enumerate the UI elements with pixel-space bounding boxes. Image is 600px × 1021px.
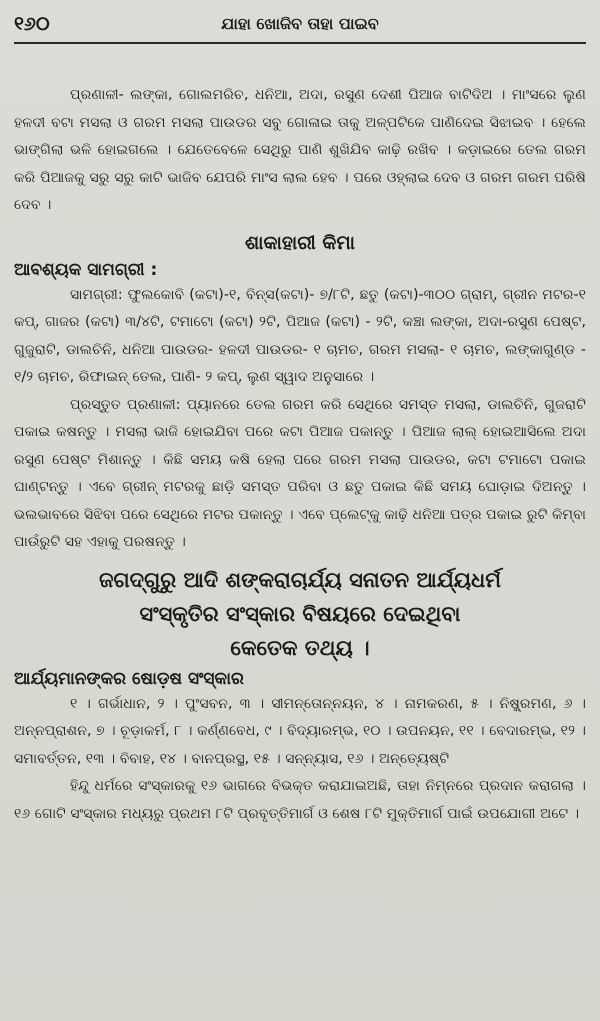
article-title-line-3: କେତେକ ତଥ୍ୟ । [230, 635, 370, 660]
closing-paragraph: ହିନ୍ଦୁ ଧର୍ମରେ ସଂସ୍କାରକୁ ୧୬ ଭାଗରେ ବିଭକ୍ତ କରାଯାଇଅଛି, ତାହା ନିମ୍ନରେ ପ୍ରଦାନ କରାଗଲା । ୧୬ ଗୋଟି ସଂସ୍କାର ମଧ୍ୟରୁ ପ୍ରଥମ ୮ଟି ପ୍ରବୃତ୍ତିମାର୍ଗ ଓ ଶେଷ ୮ଟି ମୁକ୍ତିମାର୍ଗ ପାଇଁ ଉପଯୋଗୀ ଅଟେ । [14, 778, 586, 822]
article-title-line-1: ଜଗଦ୍‌ଗୁରୁ ଆଦି ଶଙ୍କରାଚାର୍ଯ୍ୟ ସନାତନ ଆର୍ଯ୍ୟଧର୍ମ [99, 567, 501, 592]
samskara-subheading: ଆର୍ଯ୍ୟମାନଙ୍କର ଷୋଡ଼ଷ ସଂସ୍କାର [14, 668, 244, 689]
page-number: ୧୬୦ [14, 13, 50, 35]
ingredients-heading: ଆବଶ୍ୟକ ସାମଗ୍ରୀ : [14, 259, 158, 280]
recipe-title: ଶାକାହାରୀ କିମା [245, 231, 355, 254]
samskara-list: ୧ । ଗର୍ଭାଧାନ, ୨ । ପୁଂସବନ, ୩ । ସୀମନ୍ତୋନ୍ନୟନ, ୪ । ନାମକରଣ, ୫ । ନିଷ୍କ୍ରମଣ, ୬ । ଅନ୍ନପ୍ରାଶନ, ୭ । ଚୂଡ଼ାକର୍ମ, ୮ । କର୍ଣ୍ଣବେଧ, ୯ । ବିଦ୍ୟାରମ୍ଭ, ୧୦ । ଉପନୟନ, ୧୧ । ବେଦାରମ୍ଭ, ୧୨ । ସମାବର୍ତ୍ତନ, ୧୩ । ବିବାହ, ୧୪ । ବାନପ୍ରସ୍ଥ, ୧୫ । ସନ୍ନ୍ୟାସ, ୧୬ । ଅନ୍ତ୍ୟେଷ୍ଟି [14, 695, 586, 767]
page-header [14, 10, 586, 44]
article-title-block [14, 563, 586, 665]
ingredients-paragraph: ସାମଗ୍ରୀ: ଫୁଲକୋବି (କଟା)-୧, ବିନ୍ସ(କଟା)- ୭/୮ଟି, ଛତୁ (କଟା)-୩୦୦ ଗ୍ରାମ୍, ଗ୍ରୀନ ମଟର-୧ କପ୍, ଗାଜର (କଟା) ୩/୪ଟି, ଟମାଟୋ (କଟା) ୨ଟି, ପିଆଜ (କଟା) - ୨ଟି, କଞ୍ଚା ଲଙ୍କା, ଅଦା-ରସୁଣ ପେଷ୍ଟ, ଗୁଜୁରାଟି, ଡାଲଚିନି, ଧନିଆ ପାଉଡର- ହଳଦୀ ପାଉଡର- ୧ ଚାମଚ, ଗରମ ମସଲା- ୧ ଚାମଚ, ଲଙ୍କାଗୁଣ୍ଡ - ୧/୨ ଚାମଚ, ରିଫାଇନ୍ ତେଲ, ପାଣି- ୨ କପ୍, ଲୁଣ ସ୍ୱାଦ ଅନୁସାରେ । [14, 286, 586, 385]
intro-method-paragraph: ପ୍ରଣାଳୀ- ଲଙ୍କା, ଗୋଲମରିଚ, ଧନିଆ, ଅଦା, ରସୁଣ ଦେଶୀ ପିଆଜ ବାଟିଦିଅ । ମାଂସରେ ଲୁଣ ହଳଦୀ ବଟା ମସଲା ଓ ଗରମ ମସଲା ପାଉଡର ସବୁ ଗୋଳାଇ ତାକୁ ଅଳ୍ପଟିକେ ପାଣିଦେଇ ସିଝାଇବ । ହେଲେ ଭାଙ୍ଗିଲା ଭଳି ହୋଇଗଲେ । ଯେତେବେଳେ ସେଥିରୁ ପାଣି ଶୁଖିଯିବ କାଢ଼ି ରଖିବ । କଡ଼ାଇରେ ତେଲ ଗରମ କରି ପିଆଜକୁ ସରୁ ସରୁ କାଟି ଭାଜିବ ଯେପରି ମାଂସ ଲାଲ ହେବ । ପରେ ଓହ୍ଲାଇ ଦେବ ଓ ଗରମ ଗରମ ପରିଷି ଦେବ । [14, 87, 586, 213]
article-title-line-2: ସଂସ୍କୃତିର ସଂସ୍କାର ବିଷୟରେ ଦେଇଥିବା [139, 601, 461, 626]
running-title: ଯାହା ଖୋଜିବ ତାହା ପାଇବ [221, 14, 379, 33]
recipe-method-paragraph: ପ୍ରସ୍ତୁତ ପ୍ରଣାଳୀ: ପ୍ୟାନରେ ତେଲ ଗରମ କରି ସେଥିରେ ସମସ୍ତ ମସଲା, ଡାଲଚିନି, ଗୁଜରାଟି ପକାଇ କଷନ୍ତୁ । ମସଲା ଭାଜି ହୋଇଯିବା ପରେ କଟା ପିଆଜ ପକାନ୍ତୁ । ପିଆଜ ଲାଲ୍ ହୋଇଆସିଲେ ଅଦା ରସୁଣ ପେଷ୍ଟ ମିଶାନ୍ତୁ । କିଛି ସମୟ କଷି ହେଲା ପରେ ଗରମ ମସଲା ପାଉଡର, କଟା ଟମାଟୋ ପକାଇ ଘାଣ୍ଟନ୍ତୁ । ଏବେ ଗ୍ରୀନ୍ ମଟରକୁ ଛାଡ଼ି ସମସ୍ତ ପରିବା ଓ ଛତୁ ପକାଇ କିଛି ସମୟ ଘୋଡ଼ାଇ ଦିଅନ୍ତୁ । ଭଲଭାବରେ ସିଝିବା ପରେ ସେଥିରେ ମଟର ପକାନ୍ତୁ । ଏବେ ପ୍ଲେଟ୍‌କୁ କାଢ଼ି ଧନିଆ ପତ୍ର ପକାଇ ରୁଟି କିମ୍ବା ପାଉଁରୁଟି ସହ ଏହାକୁ ପରଷନ୍ତୁ । [14, 396, 586, 550]
